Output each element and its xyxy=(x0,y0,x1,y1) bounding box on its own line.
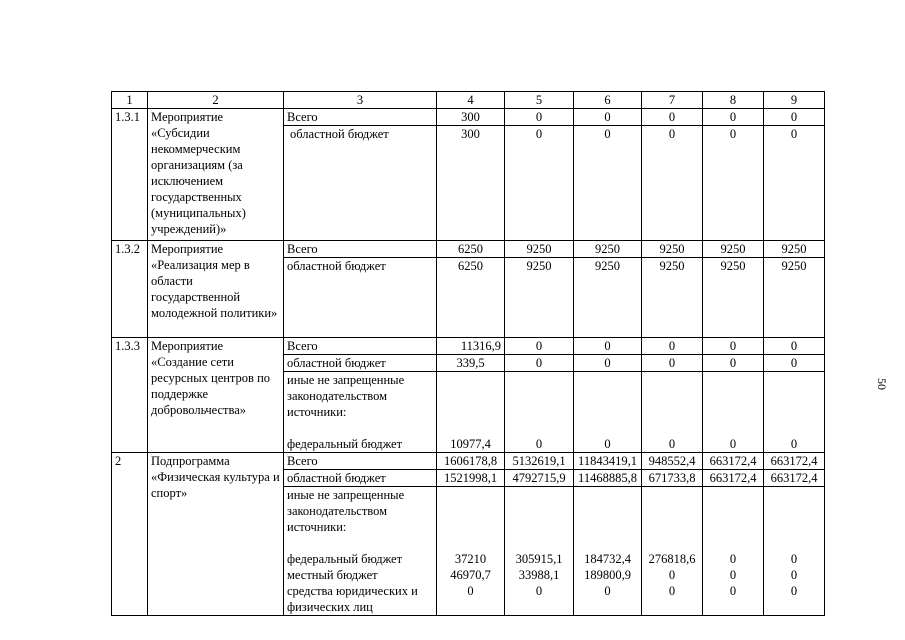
item-code: 1.3.2 xyxy=(112,241,148,338)
header-cell: 9 xyxy=(764,92,825,109)
budget-table xyxy=(111,91,825,616)
header-cell: 6 xyxy=(574,92,642,109)
value-cell: 0 xyxy=(703,109,764,126)
value-cell: 0 0 0 xyxy=(703,487,764,616)
value-cell: 9250 xyxy=(764,258,825,338)
local-label: местный бюджет xyxy=(287,568,378,582)
value-cell: 0 xyxy=(703,126,764,241)
value-cell: 9250 xyxy=(574,241,642,258)
item-code: 1.3.1 xyxy=(112,109,148,241)
source-label: Всего xyxy=(284,453,437,470)
item-code: 1.3.3 xyxy=(112,338,148,453)
source-label: областной бюджет xyxy=(284,470,437,487)
value-cell: 1521998,1 xyxy=(437,470,505,487)
item-code: 2 xyxy=(112,453,148,616)
value-cell: 9250 xyxy=(505,258,574,338)
value-cell: 0 xyxy=(642,126,703,241)
value-cell: 9250 xyxy=(703,241,764,258)
value-cell: 10977,4 xyxy=(437,372,505,453)
legal-entities-label: средства юридических и физических лиц xyxy=(287,584,418,614)
source-label xyxy=(284,487,437,616)
item-title: Мероприятие «Субсидии некоммерческим организациям (за исключением государственных (муниципальных) учреждений)» xyxy=(148,109,284,241)
header-cell: 7 xyxy=(642,92,703,109)
source-label: областной бюджет xyxy=(284,126,437,241)
source-label: областной бюджет xyxy=(284,258,437,338)
header-cell: 8 xyxy=(703,92,764,109)
value-cell: 0 xyxy=(505,338,574,355)
header-cell: 1 xyxy=(112,92,148,109)
value-cell: 948552,4 xyxy=(642,453,703,470)
header-cell: 5 xyxy=(505,92,574,109)
value-cell: 0 xyxy=(703,355,764,372)
federal-label: федеральный бюджет xyxy=(287,552,403,566)
value-cell: 0 0 0 xyxy=(764,487,825,616)
value-cell: 663172,4 xyxy=(764,470,825,487)
value-cell: 305915,1 33988,1 0 xyxy=(505,487,574,616)
value-cell: 5132619,1 xyxy=(505,453,574,470)
value-cell: 300 xyxy=(437,126,505,241)
value-cell: 0 xyxy=(574,372,642,453)
value-cell: 0 xyxy=(764,372,825,453)
value-cell: 0 xyxy=(764,338,825,355)
value-cell: 0 xyxy=(642,372,703,453)
table-row xyxy=(112,338,825,355)
value-cell: 0 xyxy=(574,338,642,355)
value-cell: 0 xyxy=(574,109,642,126)
source-label: областной бюджет xyxy=(284,355,437,372)
value-cell: 339,5 xyxy=(437,355,505,372)
value-cell: 0 xyxy=(505,109,574,126)
value-cell: 11843419,1 xyxy=(574,453,642,470)
value-cell: 9250 xyxy=(764,241,825,258)
value-cell: 4792715,9 xyxy=(505,470,574,487)
value-cell: 1606178,8 xyxy=(437,453,505,470)
value-cell: 0 xyxy=(505,126,574,241)
value-cell: 0 xyxy=(642,355,703,372)
value-cell: 11316,9 xyxy=(437,338,505,355)
header-row xyxy=(112,92,825,109)
header-cell: 3 xyxy=(284,92,437,109)
header-cell: 2 xyxy=(148,92,284,109)
value-cell: 0 xyxy=(642,338,703,355)
value-cell: 663172,4 xyxy=(703,453,764,470)
source-label: Всего xyxy=(284,338,437,355)
value-cell: 0 xyxy=(703,372,764,453)
header-cell: 4 xyxy=(437,92,505,109)
value-cell: 9250 xyxy=(642,241,703,258)
value-cell: 671733,8 xyxy=(642,470,703,487)
value-cell: 0 xyxy=(505,372,574,453)
value-cell: 0 xyxy=(642,109,703,126)
item-title: Подпрограмма «Физическая культура и спорт» xyxy=(148,453,284,616)
page-number: 50 xyxy=(875,378,889,390)
value-cell: 9250 xyxy=(574,258,642,338)
value-cell: 6250 xyxy=(437,241,505,258)
source-label: Всего xyxy=(284,241,437,258)
value-cell: 0 xyxy=(764,126,825,241)
value-cell: 0 xyxy=(574,126,642,241)
value-cell: 0 xyxy=(764,355,825,372)
table-row xyxy=(112,241,825,258)
value-cell: 663172,4 xyxy=(703,470,764,487)
item-title: Мероприятие «Реализация мер в области государственной молодежной политики» xyxy=(148,241,284,338)
value-cell: 663172,4 xyxy=(764,453,825,470)
value-cell: 9250 xyxy=(505,241,574,258)
value-cell: 0 xyxy=(574,355,642,372)
value-cell: 11468885,8 xyxy=(574,470,642,487)
value-cell: 0 xyxy=(505,355,574,372)
value-cell: 276818,6 0 0 xyxy=(642,487,703,616)
source-label: Всего xyxy=(284,109,437,126)
value-cell: 0 xyxy=(764,109,825,126)
value-cell: 0 xyxy=(703,338,764,355)
source-label xyxy=(284,372,437,453)
value-cell: 37210 46970,7 0 xyxy=(437,487,505,616)
value-cell: 184732,4 189800,9 0 xyxy=(574,487,642,616)
item-title: Мероприятие «Создание сети ресурсных центров по поддержке добровольчества» xyxy=(148,338,284,453)
federal-label: федеральный бюджет xyxy=(287,437,403,451)
value-cell: 9250 xyxy=(642,258,703,338)
other-sources-label: иные не запрещенные законодательством источники: xyxy=(287,373,405,419)
table-row xyxy=(112,453,825,470)
value-cell: 300 xyxy=(437,109,505,126)
value-cell: 9250 xyxy=(703,258,764,338)
value-cell: 6250 xyxy=(437,258,505,338)
other-sources-label: иные не запрещенные законодательством источники: xyxy=(287,488,405,534)
table-row xyxy=(112,109,825,126)
